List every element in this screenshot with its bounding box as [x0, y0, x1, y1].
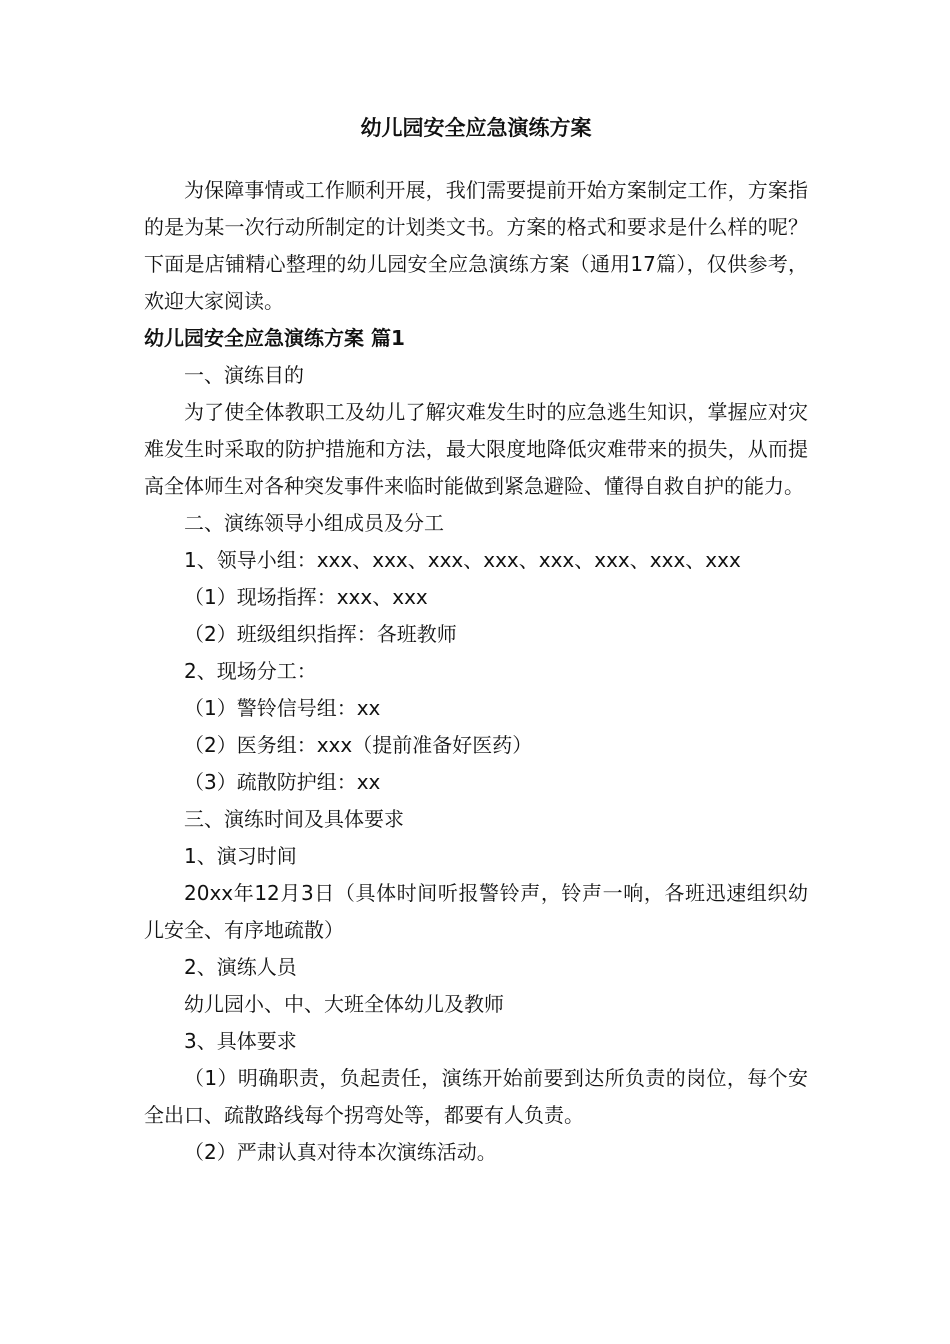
subheading-leadership: 二、演练领导小组成员及分工: [184, 511, 444, 535]
list-item: 2、现场分工：: [184, 659, 317, 683]
list-item: 2、演练人员: [184, 955, 297, 979]
list-item: （1）现场指挥：xxx、xxx: [184, 585, 428, 609]
list-item: 3、具体要求: [184, 1029, 297, 1053]
purpose-paragraph: 为了使全体教职工及幼儿了解灾难发生时的应急逃生知识，掌握应对灾难发生时采取的防护措施和方法，最大限度地降低灾难带来的损失，从而提高全体师生对各种突发事件来临时能做到紧急避险、懂得自救自护的能力。: [144, 400, 808, 498]
document-title: 幼儿园安全应急演练方案: [360, 116, 592, 140]
requirement-paragraph: （1）明确职责，负起责任，演练开始前要到达所负责的岗位，每个安全出口、疏散路线每个拐弯处等，都要有人负责。: [144, 1066, 808, 1127]
list-item: （2）班级组织指挥：各班教师: [184, 622, 457, 646]
subheading-purpose: 一、演练目的: [184, 363, 304, 387]
list-item: 1、演习时间: [184, 844, 297, 868]
requirement-paragraph: （2）严肃认真对待本次演练活动。: [184, 1140, 497, 1164]
list-item: （3）疏散防护组：xx: [184, 770, 381, 794]
list-item: 1、领导小组：xxx、xxx、xxx、xxx、xxx、xxx、xxx、xxx: [184, 548, 741, 572]
participants-paragraph: 幼儿园小、中、大班全体幼儿及教师: [184, 992, 504, 1016]
time-paragraph: 20xx年12月3日（具体时间听报警铃声，铃声一响，各班迅速组织幼儿安全、有序地疏散）: [144, 881, 808, 942]
document-body: [144, 172, 808, 1171]
subheading-time: 三、演练时间及具体要求: [184, 807, 404, 831]
list-item: （2）医务组：xxx（提前准备好医药）: [184, 733, 533, 757]
list-item: （1）警铃信号组：xx: [184, 696, 381, 720]
section-heading: 幼儿园安全应急演练方案 篇1: [144, 326, 405, 350]
intro-paragraph: 为保障事情或工作顺利开展，我们需要提前开始方案制定工作，方案指的是为某一次行动所制定的计划类文书。方案的格式和要求是什么样的呢？下面是店铺精心整理的幼儿园安全应急演练方案（通用17篇），仅供参考，欢迎大家阅读。: [144, 178, 808, 313]
